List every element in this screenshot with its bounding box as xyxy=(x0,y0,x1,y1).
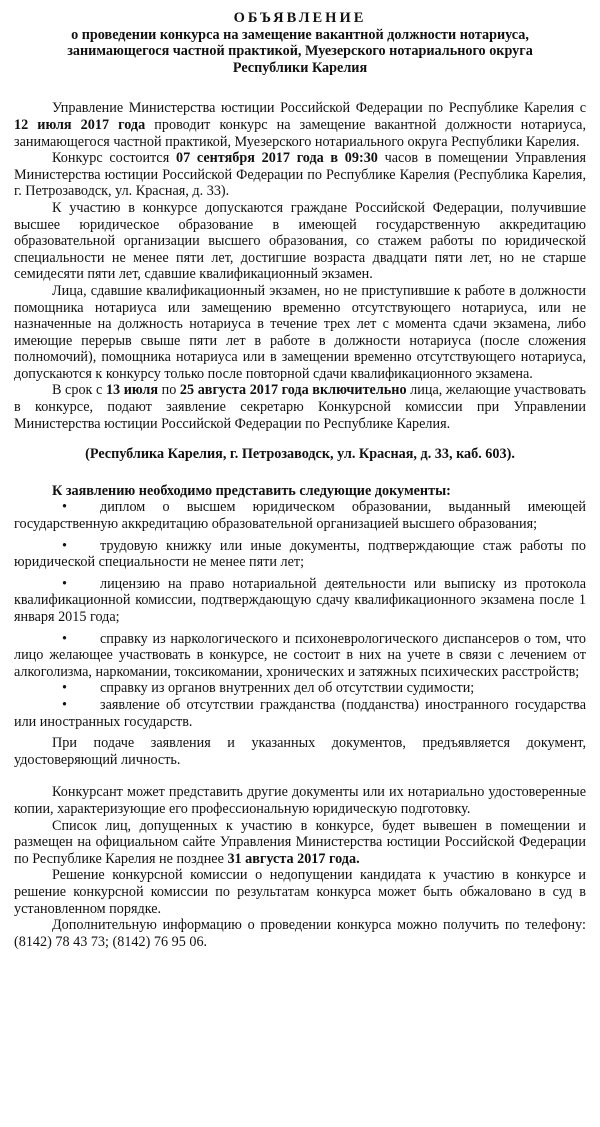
paragraph-admitted-list: Список лиц, допущенных к участию в конкурсе, будет вывешен в помещении и размещен на официальном сайте Управления Министерства юстиции Российской Федерации по Республике Карелия не позднее 31 августа 2017 года. xyxy=(14,817,586,867)
subtitle-line: о проведении конкурса на замещение вакантной должности нотариуса, xyxy=(71,26,529,43)
bullet-icon: • xyxy=(62,680,67,697)
document-item: • трудовую книжку или иные документы, подтверждающие стаж работы по юридической специальности не менее пяти лет; xyxy=(14,537,586,571)
paragraph-contact-phone: Дополнительную информацию о проведении конкурса можно получить по телефону: (8142) 78 43 73; (8142) 76 95 06. xyxy=(14,917,586,950)
bullet-icon: • xyxy=(62,696,67,713)
paragraph-contest-time: Конкурс состоится 07 сентября 2017 года в 09:30 часов в помещении Управления Министерства юстиции Российской Федерации по Республике Карелия (Республика Карелия, г. Петрозаводск, ул. Красная, д. 33). xyxy=(14,150,586,200)
document-item: • заявление об отсутствии гражданства (подданства) иностранного государства или иностранных государств. xyxy=(14,696,586,730)
paragraph-reexam: Лица, сдавшие квалификационный экзамен, но не приступившие к работе в должности помощника нотариуса или замещению временно отсутствующего нотариуса, или не назначенные на должность нотариуса в течение трех лет с момента сдачи экзамена, либо имеющие перерыв свыше пяти лет в работе в должности нотариуса (после сложения полномочий), помощника нотариуса или в замещении временно отсутствующего нотариуса, допускаются к конкурсу только после повторной сдачи квалификационного экзамена. xyxy=(14,282,586,382)
bullet-icon: • xyxy=(62,537,67,554)
subtitle-line: Республики Карелия xyxy=(232,59,368,76)
paragraph-deadline: В срок с 13 июля по 25 августа 2017 года включительно лица, желающие участвовать в конкурсе, подают заявление секретарю Конкурсной комиссии при Управлении Министерства юстиции Российской Федерации по Республике Карелия. xyxy=(14,382,587,432)
paragraph-appeal: Решение конкурсной комиссии о недопущении кандидата к участию в конкурсе и решение конкурсной комиссии по результатам конкурса может быть обжаловано в суд в установленном порядке. xyxy=(14,867,586,917)
document-item: • лицензию на право нотариальной деятельности или выписку из протокола квалификационной комиссии, подтверждающую сдачу квалификационного экзамена после 1 января 2015 года; xyxy=(14,575,586,625)
document-item: • диплом о высшем юридическом образовании, выданный имеющей государственную аккредитацию образовательной организацией высшего образования; xyxy=(14,499,586,533)
paragraph-start-date: Управление Министерства юстиции Российской Федерации по Республике Карелия с 12 июля 2017 года проводит конкурс на замещение вакантной должности нотариуса, занимающегося частной практикой, Муезерского нотариального округа Республики Карелия. xyxy=(14,100,587,150)
bullet-icon: • xyxy=(62,575,67,592)
document-item: • справку из наркологического и психоневрологического диспансеров о том, что лицо желающее участвовать в конкурсе, не состоит в них на учете в связи с лечением от алкоголизма, наркомании, токсикомании, хронических и затяжных психических расстройств; xyxy=(14,630,586,680)
paragraph-identity: При подаче заявления и указанных документов, предъявляется документ, удостоверяющий личность. xyxy=(14,735,586,768)
documents-heading: К заявлению необходимо представить следующие документы: xyxy=(52,482,451,499)
bullet-icon: • xyxy=(62,630,67,647)
announcement-subtitle xyxy=(14,27,586,77)
paragraph-eligibility: К участию в конкурсе допускаются граждане Российской Федерации, получившие высшее юридическое образование в имеющей государственную аккредитацию образовательной организации высшего образования, со стажем работы по юридической специальности не менее пяти лет, достигшие возраста двадцати пяти лет, но не старше семидесяти пяти лет, сдавшие квалификационный экзамен. xyxy=(14,199,586,283)
announcement-title: ОБЪЯВЛЕНИЕ xyxy=(233,10,367,26)
subtitle-line: занимающегося частной практикой, Муезерского нотариального округа xyxy=(67,43,533,60)
document-item: • справку из органов внутренних дел об отсутствии судимости; xyxy=(62,680,475,697)
paragraph-other-documents: Конкурсант может представить другие документы или их нотариально удостоверенные копии, характеризующие его профессиональную юридическую подготовку. xyxy=(14,784,586,817)
bullet-icon: • xyxy=(62,499,67,516)
commission-address: (Республика Карелия, г. Петрозаводск, ул. Красная, д. 33, каб. 603). xyxy=(85,446,515,463)
